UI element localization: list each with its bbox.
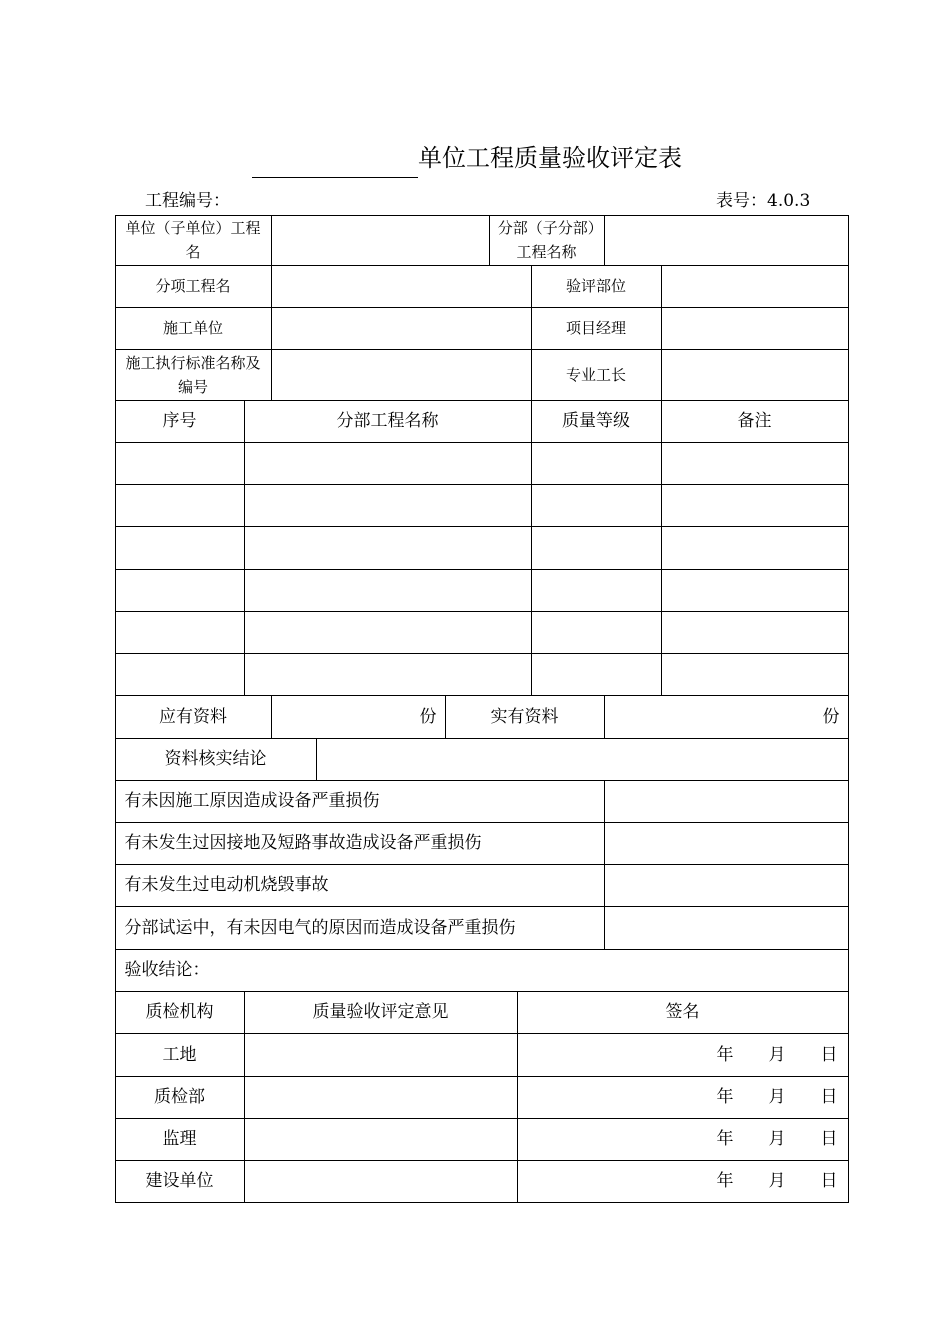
construction-unit-label: 施工单位 — [115, 307, 272, 350]
sub-item-name-value[interactable] — [271, 265, 532, 308]
check-item-label: 有未发生过因接地及短路事故造成设备严重损伤 — [115, 822, 605, 865]
project-number-label: 工程编号： — [145, 191, 230, 211]
check-item-value[interactable] — [604, 864, 849, 907]
sign-row-opinion[interactable] — [244, 1076, 518, 1119]
table-row-cell-name[interactable] — [244, 442, 532, 485]
check-item-value[interactable] — [604, 780, 849, 823]
day-label: 日 — [820, 1129, 838, 1149]
table-row-cell-remarks[interactable] — [661, 442, 849, 485]
table-row-cell-grade[interactable] — [531, 526, 662, 570]
table-row-cell-grade[interactable] — [531, 442, 662, 485]
division-project-name-value[interactable] — [604, 215, 849, 266]
sign-row-signature-date[interactable] — [517, 1076, 849, 1119]
unit-project-name-label: 单位（子单位）工程名 — [115, 215, 272, 266]
table-row-cell-name[interactable] — [244, 526, 532, 570]
sign-row-org: 监理 — [115, 1118, 245, 1161]
sign-row-opinion[interactable] — [244, 1160, 518, 1203]
document-verification-label: 资料核实结论 — [115, 738, 317, 781]
table-row-cell-name[interactable] — [244, 484, 532, 527]
col-header-signature: 签名 — [517, 991, 849, 1034]
table-row-cell-name[interactable] — [244, 653, 532, 696]
month-label: 月 — [768, 1129, 786, 1149]
col-header-inspection-org: 质检机构 — [115, 991, 245, 1034]
year-label: 年 — [716, 1044, 734, 1065]
check-item-value[interactable] — [604, 822, 849, 865]
check-item-label: 有未发生过电动机烧毁事故 — [115, 864, 605, 907]
sign-row-org: 工地 — [115, 1033, 245, 1077]
sub-item-name-label: 分项工程名 — [115, 265, 272, 308]
month-label: 月 — [768, 1087, 786, 1107]
standard-value[interactable] — [271, 349, 532, 401]
required-documents-label: 应有资料 — [115, 695, 272, 739]
foreman-label: 专业工长 — [531, 349, 662, 401]
division-project-name-label: 分部（子分部）工程名称 — [489, 215, 605, 266]
sign-row-opinion[interactable] — [244, 1033, 518, 1077]
table-row-cell-grade[interactable] — [531, 484, 662, 527]
table-row-cell-name[interactable] — [244, 611, 532, 654]
table-row-cell-seq[interactable] — [115, 526, 245, 570]
page-title: 单位工程质量验收评定表 — [418, 144, 682, 172]
table-row-cell-remarks[interactable] — [661, 484, 849, 527]
table-row-cell-remarks[interactable] — [661, 526, 849, 570]
day-label: 日 — [820, 1087, 838, 1107]
sign-row-signature-date[interactable] — [517, 1118, 849, 1161]
sign-row-org: 质检部 — [115, 1076, 245, 1119]
required-documents-value[interactable]: 份 — [271, 695, 446, 739]
title-blank-line — [252, 177, 418, 178]
construction-unit-value[interactable] — [271, 307, 532, 350]
col-header-evaluation-opinion: 质量验收评定意见 — [244, 991, 518, 1034]
year-label: 年 — [716, 1129, 734, 1149]
month-label: 月 — [768, 1171, 786, 1191]
check-item-label: 有未因施工原因造成设备严重损伤 — [115, 780, 605, 823]
table-row-cell-remarks[interactable] — [661, 611, 849, 654]
day-label: 日 — [820, 1171, 838, 1191]
form-number: 表号：4.0.3 — [716, 191, 811, 211]
project-manager-value[interactable] — [661, 307, 849, 350]
check-item-label: 分部试运中，有未因电气的原因而造成设备严重损伤 — [115, 906, 605, 950]
standard-label: 施工执行标准名称及编号 — [115, 349, 272, 401]
year-label: 年 — [716, 1087, 734, 1107]
year-label: 年 — [716, 1171, 734, 1191]
document-verification-value[interactable] — [316, 738, 849, 781]
actual-documents-label: 实有资料 — [445, 695, 605, 739]
inspection-location-label: 验评部位 — [531, 265, 662, 308]
table-row-cell-remarks[interactable] — [661, 653, 849, 696]
sign-row-org: 建设单位 — [115, 1160, 245, 1203]
unit-project-name-value[interactable] — [271, 215, 490, 266]
day-label: 日 — [820, 1044, 838, 1065]
col-header-quality-grade: 质量等级 — [531, 400, 662, 443]
table-row-cell-seq[interactable] — [115, 653, 245, 696]
table-row-cell-seq[interactable] — [115, 484, 245, 527]
table-row-cell-seq[interactable] — [115, 611, 245, 654]
project-manager-label: 项目经理 — [531, 307, 662, 350]
foreman-value[interactable] — [661, 349, 849, 401]
table-row-cell-seq[interactable] — [115, 442, 245, 485]
month-label: 月 — [768, 1044, 786, 1065]
table-row-cell-remarks[interactable] — [661, 569, 849, 612]
table-row-cell-grade[interactable] — [531, 653, 662, 696]
acceptance-conclusion[interactable]: 验收结论： — [115, 949, 849, 992]
check-item-value[interactable] — [604, 906, 849, 950]
actual-documents-value[interactable]: 份 — [604, 695, 849, 739]
col-header-division-name: 分部工程名称 — [244, 400, 532, 443]
col-header-remarks: 备注 — [661, 400, 849, 443]
col-header-seq: 序号 — [115, 400, 245, 443]
table-row-cell-seq[interactable] — [115, 569, 245, 612]
table-row-cell-grade[interactable] — [531, 611, 662, 654]
sign-row-opinion[interactable] — [244, 1118, 518, 1161]
table-row-cell-grade[interactable] — [531, 569, 662, 612]
inspection-location-value[interactable] — [661, 265, 849, 308]
sign-row-signature-date[interactable] — [517, 1160, 849, 1203]
sign-row-signature-date[interactable] — [517, 1033, 849, 1077]
table-row-cell-name[interactable] — [244, 569, 532, 612]
